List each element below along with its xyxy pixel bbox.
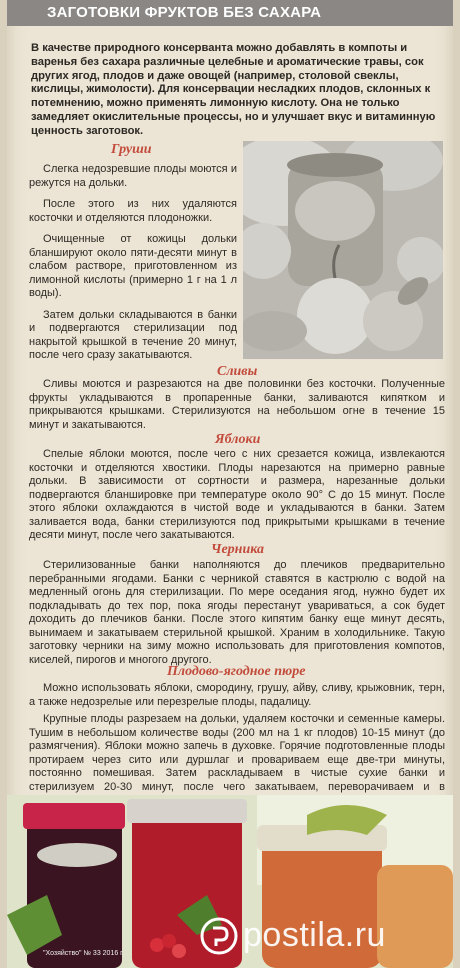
puree-paragraph: Можно использовать яблоки, смородину, грушу, айву, сливу, крыжовник, терн, а также недозрелые или перезрелые плоды, падалицу. (29, 682, 445, 708)
section-title-blueberry: Черника (211, 542, 264, 557)
section-title-puree: Плодово-ягодное пюре (167, 664, 306, 679)
section-text-plums (29, 378, 445, 432)
section-text-pears (29, 163, 237, 371)
article-page (7, 0, 453, 968)
pears-jar-illustration (243, 141, 443, 359)
apples-paragraph: Спелые яблоки моются, после чего с них срезается кожица, извлекаются косточки и отделяются хвостики. Плоды нарезаются на примерно равные дольки. В зависимости от сортности и размера, нарезанные дольки подвергаются бланшировке при температуре около 90° С до 15 минут. После этого яблоки охлаждаются в чистой воде и укладываются в банки. Затем заливается вода, банки стерилизуются под прикрытыми крышками в течение десяти минут, после чего закатываются. (29, 448, 445, 541)
source-credit: "Хозяйство" № 33 2016 г. (43, 950, 124, 957)
pears-paragraph: Затем дольки складываются в банки и подвергаются стерилизации под накрытой крышкой в течение 20 минут, после чего сразу закатываются. (29, 308, 237, 361)
pears-paragraph: Очищенные от кожицы дольки бланшируют около пяти-десяти минут в слабом растворе, приготовленном из лимонной кислоты (примерно 1 г на 1 л воды). (29, 233, 237, 299)
section-title-pears: Груши (111, 142, 152, 157)
section-text-blueberry (29, 559, 445, 667)
blueberry-paragraph: Стерилизованные банки наполняются до плечиков предварительно перебранными ягодами. Банки с черникой ставятся в кастрюлю с водой на медленный огонь для стерилизации. По мере оседания ягод, нужно будет их подкладывать до тех пор, пока ягоды перестанут увариваться, а сок будет доходить до плечиков банки. После этого кипятим банку еще минут десять, вынимаем и закатываем стерильной крышкой. Храним в холодильнике. Такую заготовку черники на зиму можно использовать для приготовления компотов, киселей, пирогов и многого другого. (29, 559, 445, 666)
section-title-apples: Яблоки (215, 432, 261, 447)
intro-paragraph: В качестве природного консерванта можно добавлять в компоты и варенья без сахара различные целебные и ароматические травы, сок других ягод, плодов и даже овощей (например, столовой свеклы, кислицы, жимолости). Для консервации несладких плодов, склонных к потемнению, можно применять лимонную кислоту. Она не только замедляет окислительные процессы, но и улучшает вкус и витаминную ценность заготовок. (31, 42, 436, 137)
header-bar (7, 0, 453, 26)
section-text-apples (29, 448, 445, 543)
plums-paragraph: Сливы моются и разрезаются на две половинки без косточки. Полученные фрукты укладываются в пропаренные банки, заливаются кипятком и прикрываются крышками. Стерилизуются на небольшом огне в течение 15 минут и закатываются. (29, 378, 445, 431)
pears-jar-photo (243, 141, 443, 359)
pears-paragraph: Слегка недозревшие плоды моются и режутся на дольки. (29, 163, 237, 189)
jam-jars-photo (7, 795, 453, 968)
postila-watermark (195, 914, 445, 954)
article-title: ЗАГОТОВКИ ФРУКТОВ БЕЗ САХАРА (47, 4, 322, 21)
section-title-plums: Сливы (217, 364, 258, 379)
pears-paragraph: После этого из них удаляются косточки и отделяются плодоножки. (29, 198, 237, 224)
postila-watermark-text: postila.ru (243, 916, 386, 954)
postila-logo-icon (199, 916, 239, 956)
puree-paragraph: Крупные плоды разрезаем на дольки, удаляем косточки и семенные камеры. Тушим в небольшом количестве воды (200 мл на 1 кг плодов) 10-15 минут (до размягчения). Яблоки можно запечь в духовке. Горячие подготовленные плоды протираем через сито или дуршлаг и провариваем еще две-три минуты, постоянно помешивая. Затем раскладываем в чистые сухие банки и стерилизуем 20-30 минут, после чего закатываем, переворачиваем и в (29, 713, 445, 793)
